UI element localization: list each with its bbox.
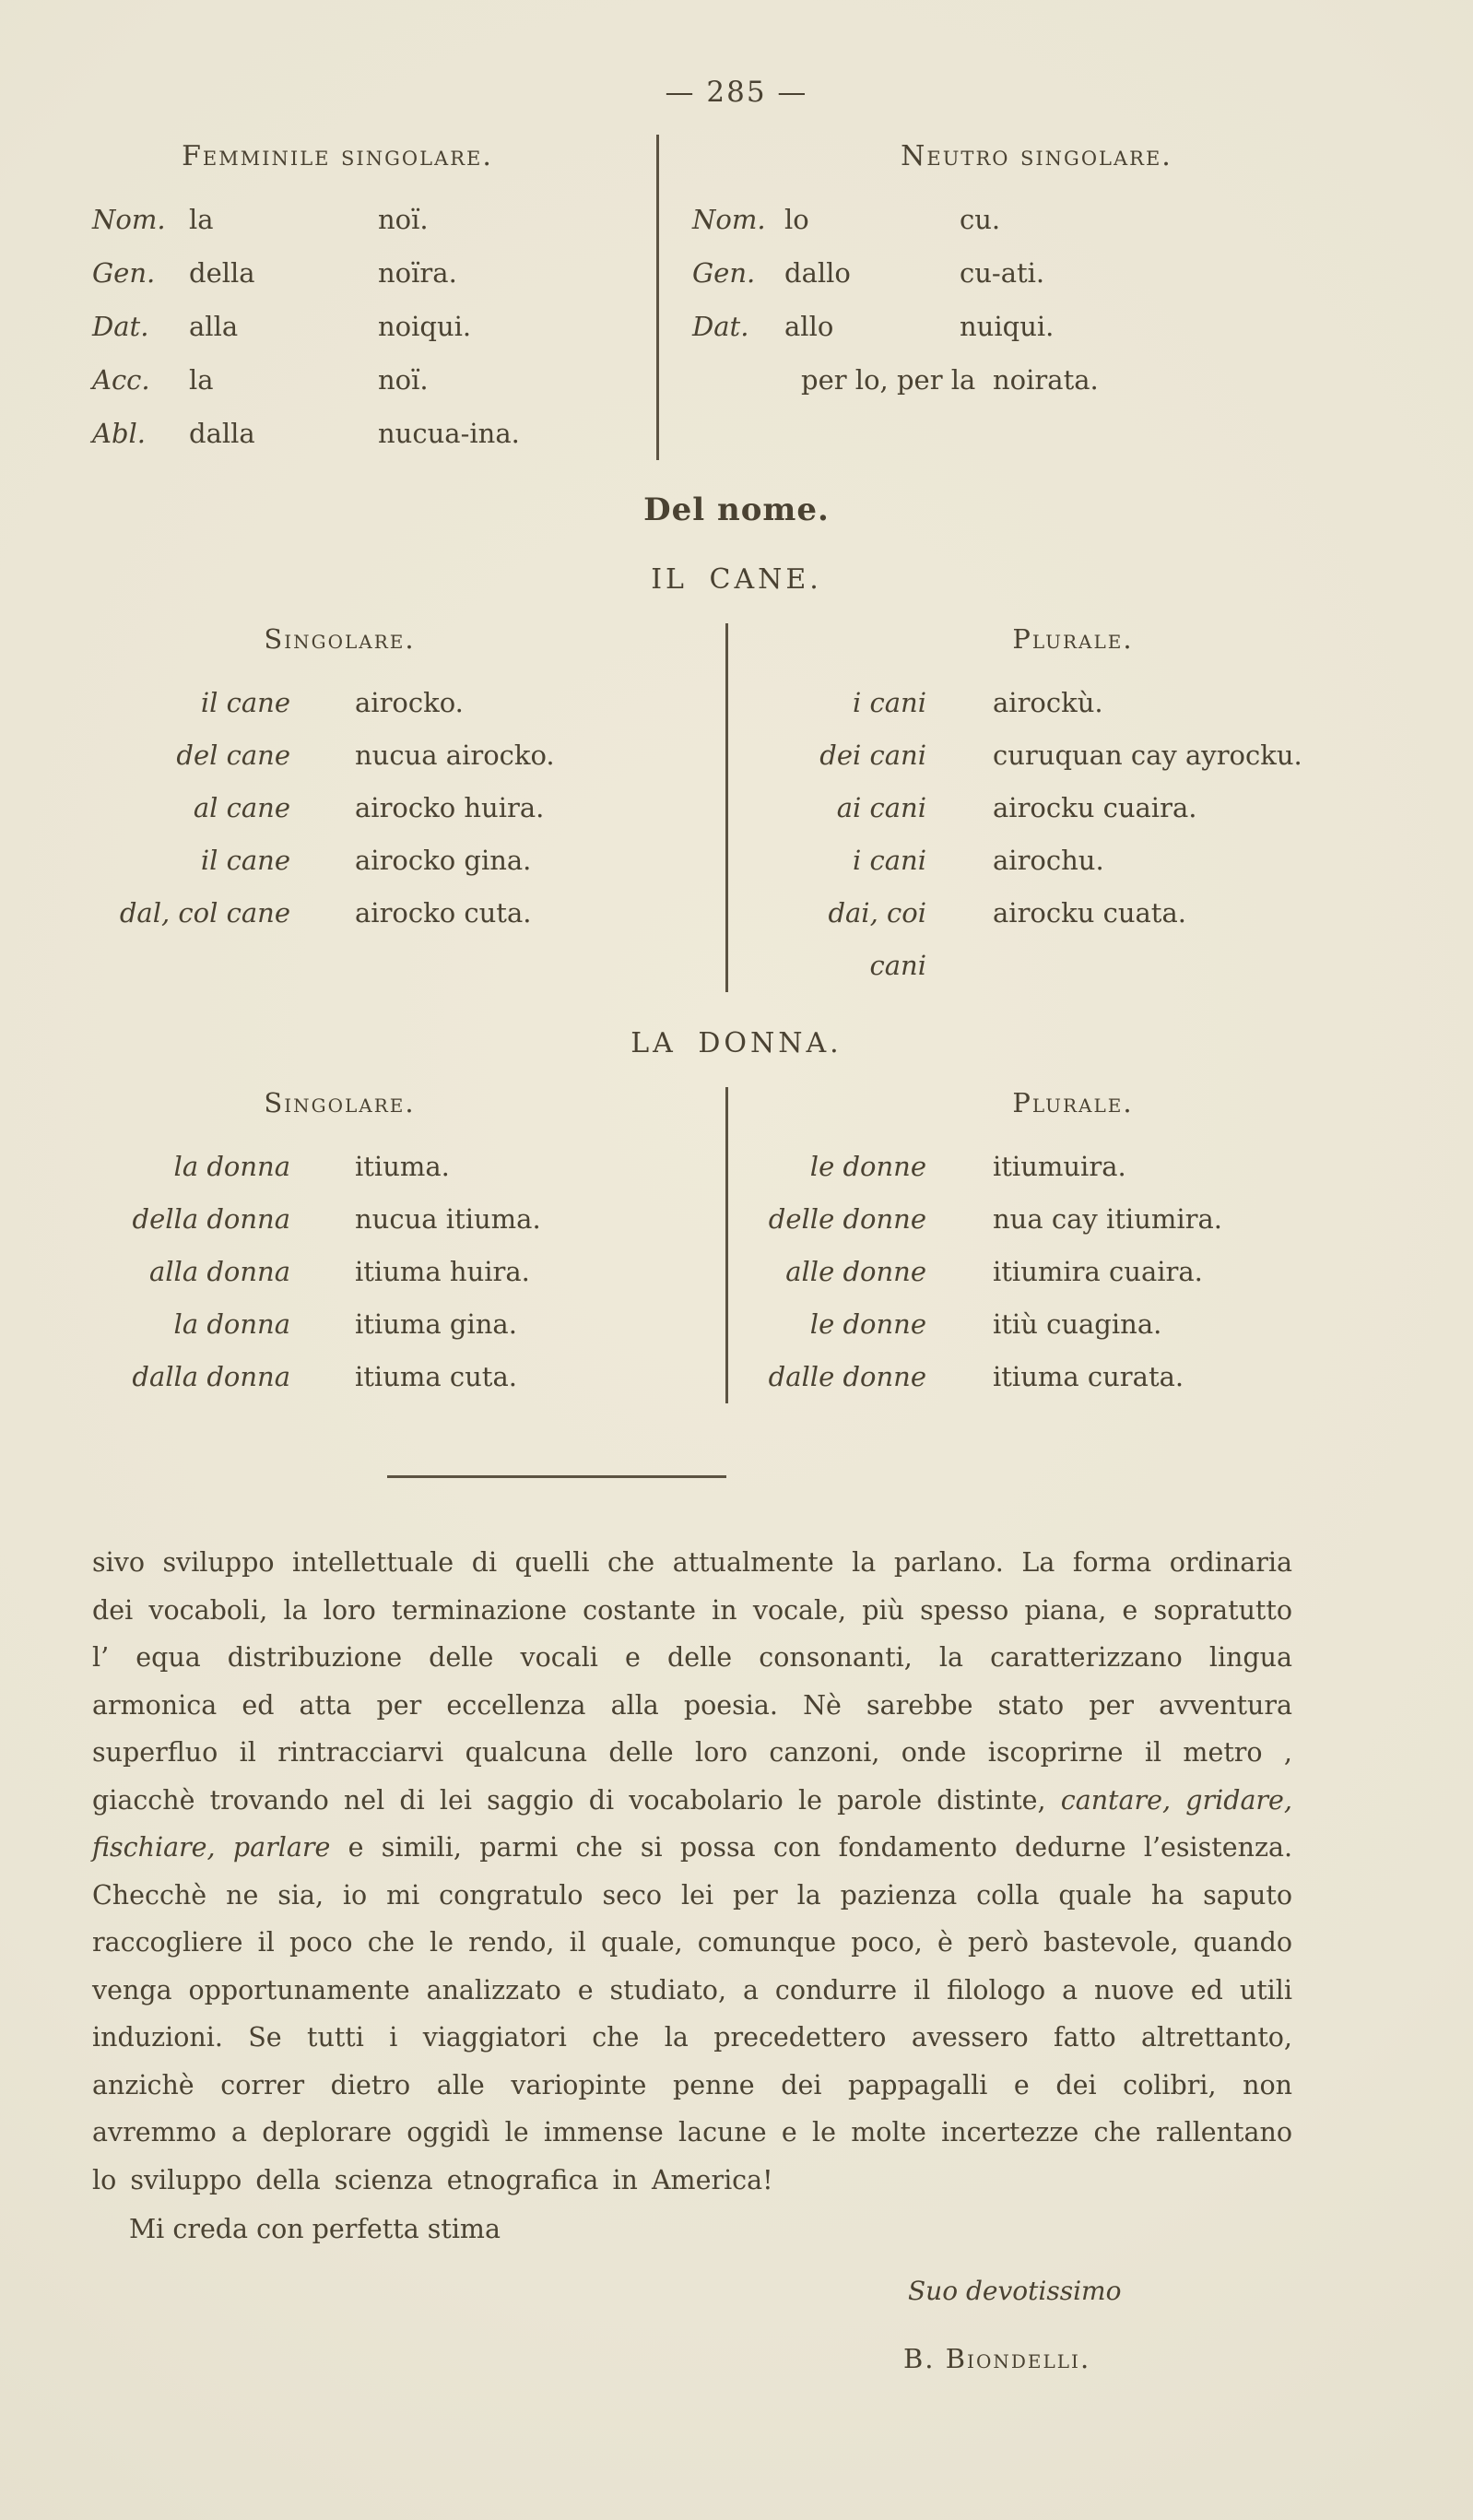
- phrase-cell: dai, coi cani: [828, 897, 926, 981]
- section-heading: Del nome.: [643, 491, 830, 528]
- donna-table: [92, 1087, 1381, 1403]
- table-row: [765, 1141, 1381, 1193]
- table-row: [765, 1351, 1381, 1403]
- article-cell: per lo, per la: [801, 364, 976, 396]
- table-row: [765, 887, 1381, 992]
- article-cell: la: [189, 364, 214, 396]
- case-label: [692, 353, 784, 407]
- phrase-cell: alle donne: [785, 1256, 926, 1287]
- plural-label: Plurale.: [1012, 623, 1134, 655]
- body-paragraph: [92, 1539, 1292, 2204]
- form-cell: airocko.: [355, 687, 464, 718]
- article-cell: allo: [784, 311, 834, 342]
- article-cell: alla: [189, 311, 239, 342]
- cane-singular-column: [92, 623, 728, 992]
- table-row: [692, 246, 1381, 300]
- table-row: [92, 729, 698, 782]
- article-cell: lo: [784, 204, 809, 235]
- page-number: — 285 —: [665, 76, 808, 109]
- form-cell: airocko cuta.: [355, 897, 532, 929]
- form-cell: itiù cuagina.: [993, 1308, 1162, 1340]
- neuter-table-title: Neutro singolare.: [901, 140, 1173, 172]
- phrase-cell: dalla donna: [132, 1361, 290, 1392]
- phrase-cell: ai cani: [836, 792, 926, 823]
- valediction: Suo devotissimo: [908, 2275, 1122, 2306]
- section-divider: [387, 1475, 726, 1478]
- phrase-cell: la donna: [173, 1308, 290, 1340]
- form-cell: nucua-ina.: [378, 418, 520, 449]
- phrase-cell: il cane: [200, 687, 290, 718]
- neuter-singular-table: [659, 135, 1381, 460]
- case-label: Nom.: [92, 204, 166, 235]
- table-row: [765, 1298, 1381, 1351]
- donna-title: LA DONNA.: [630, 1027, 843, 1059]
- article-cell: dallo: [784, 257, 851, 289]
- feminine-table-title: Femminile singolare.: [182, 140, 493, 172]
- table-row: [692, 193, 1381, 246]
- form-cell: nucua itiuma.: [355, 1203, 541, 1235]
- form-cell: itiuma curata.: [993, 1361, 1184, 1392]
- phrase-cell: della donna: [132, 1203, 290, 1235]
- table-row: [92, 300, 638, 353]
- closing-line: Mi creda con perfetta stima: [129, 2214, 501, 2244]
- form-cell: itiuma gina.: [355, 1308, 517, 1340]
- cane-title: IL CANE.: [651, 563, 822, 596]
- table-row: [692, 300, 1381, 353]
- table-row: [765, 782, 1381, 834]
- table-row: [92, 1298, 698, 1351]
- phrase-cell: del cane: [176, 739, 290, 771]
- table-row: [765, 834, 1381, 887]
- table-row: [92, 677, 698, 729]
- phrase-cell: alla donna: [148, 1256, 290, 1287]
- table-row: [92, 193, 638, 246]
- cane-table: [92, 623, 1381, 992]
- form-cell: airocko huira.: [355, 792, 545, 823]
- letter-body: [92, 1539, 1381, 2374]
- phrase-cell: il cane: [200, 845, 290, 876]
- donna-singular-column: [92, 1087, 728, 1403]
- case-label: Nom.: [692, 204, 766, 235]
- form-cell: curuquan cay ayrocku.: [993, 739, 1302, 771]
- phrase-cell: le donne: [809, 1308, 926, 1340]
- table-row: [765, 729, 1381, 782]
- phrase-cell: dal, col cane: [119, 897, 290, 929]
- donna-plural-column: [728, 1087, 1381, 1403]
- form-cell: airocko gina.: [355, 845, 532, 876]
- form-cell: nuiqui.: [960, 311, 1055, 342]
- paragraph-segment: e simili, parmi che si possa con fondamento dedurne l’esistenza. Checchè ne sia, io mi congratulo seco lei per la pazienza colla quale ha saputo raccogliere il poco che le rendo, il quale, comunque poco, è però bastevole, quando venga opportunamente analizzato e studiato, a condurre il filologo a nuove ed utili induzioni. Se tutti i viaggiatori che la precedettero avessero fatto altrettanto, anzichè correr dietro alle variopinte penne dei pappagalli e dei colibri, non avremmo a deplorare oggidì le immense lacune e le molte incertezze che rallentano lo sviluppo della scienza etnografica in America!: [92, 1832, 1293, 2195]
- table-row: [92, 1193, 698, 1246]
- form-cell: noiqui.: [378, 311, 472, 342]
- declension-tables: [92, 135, 1381, 460]
- form-cell: itiumuira.: [993, 1151, 1126, 1182]
- table-row: [92, 887, 698, 940]
- signature: B. Biondelli.: [903, 2342, 1091, 2374]
- table-row: [765, 677, 1381, 729]
- phrase-cell: i cani: [853, 687, 926, 718]
- form-cell: noirata.: [993, 364, 1099, 396]
- form-cell: noï.: [378, 204, 429, 235]
- form-cell: airockù.: [993, 687, 1103, 718]
- case-label: Gen.: [92, 257, 156, 289]
- article-cell: la: [189, 204, 214, 235]
- singular-label: Singolare.: [264, 1087, 416, 1118]
- phrase-cell: al cane: [193, 792, 290, 823]
- phrase-cell: delle donne: [768, 1203, 926, 1235]
- case-label: Abl.: [92, 418, 146, 449]
- cane-plural-column: [728, 623, 1381, 992]
- phrase-cell: i cani: [853, 845, 926, 876]
- table-row: [692, 353, 1381, 407]
- table-row: [92, 407, 638, 460]
- case-label: Gen.: [692, 257, 756, 289]
- paragraph-segment: sivo sviluppo intellettuale di quelli che attualmente la parlano. La forma ordinaria dei vocaboli, la loro terminazione costante in vocale, più spesso piana, e sopratutto l’ equa distribuzione delle vocali e delle consonanti, la caratterizzano lingua armonica ed atta per eccellenza alla poesia. Nè sarebbe stato per avventura superfluo il rintracciarvi qualcuna delle loro canzoni, onde iscoprirne il metro , giacchè trovando nel di lei saggio di vocabolario le parole distinte,: [92, 1547, 1292, 1816]
- article-cell: della: [189, 257, 255, 289]
- form-cell: airocku cuaira.: [993, 792, 1197, 823]
- form-cell: cu.: [960, 204, 1001, 235]
- form-cell: itiuma huira.: [355, 1256, 530, 1287]
- table-row: [765, 1193, 1381, 1246]
- form-cell: itiuma.: [355, 1151, 450, 1182]
- form-cell: noï.: [378, 364, 429, 396]
- feminine-singular-table: [92, 135, 659, 460]
- phrase-cell: dei cani: [819, 739, 926, 771]
- table-row: [92, 834, 698, 887]
- table-row: [765, 1246, 1381, 1298]
- table-row: [92, 353, 638, 407]
- case-label: Dat.: [692, 311, 749, 342]
- table-row: [92, 1141, 698, 1193]
- table-row: [92, 1351, 698, 1403]
- phrase-cell: la donna: [173, 1151, 290, 1182]
- form-cell: noïra.: [378, 257, 457, 289]
- article-cell: dalla: [189, 418, 255, 449]
- form-cell: nua cay itiumira.: [993, 1203, 1223, 1235]
- form-cell: airocku cuata.: [993, 897, 1186, 929]
- form-cell: itiumira cuaira.: [993, 1256, 1203, 1287]
- form-cell: cu-ati.: [960, 257, 1045, 289]
- form-cell: airochu.: [993, 845, 1104, 876]
- form-cell: nucua airocko.: [355, 739, 555, 771]
- table-row: [92, 782, 698, 834]
- case-label: Acc.: [92, 364, 150, 396]
- form-cell: itiuma cuta.: [355, 1361, 517, 1392]
- paragraph-segment-italic: cantare, gridare, fischiare, parlare: [92, 1784, 1292, 1863]
- table-row: [92, 1246, 698, 1298]
- phrase-cell: dalle donne: [768, 1361, 926, 1392]
- table-row: [92, 246, 638, 300]
- singular-label: Singolare.: [264, 623, 416, 655]
- phrase-cell: le donne: [809, 1151, 926, 1182]
- plural-label: Plurale.: [1012, 1087, 1134, 1118]
- case-label: Dat.: [92, 311, 149, 342]
